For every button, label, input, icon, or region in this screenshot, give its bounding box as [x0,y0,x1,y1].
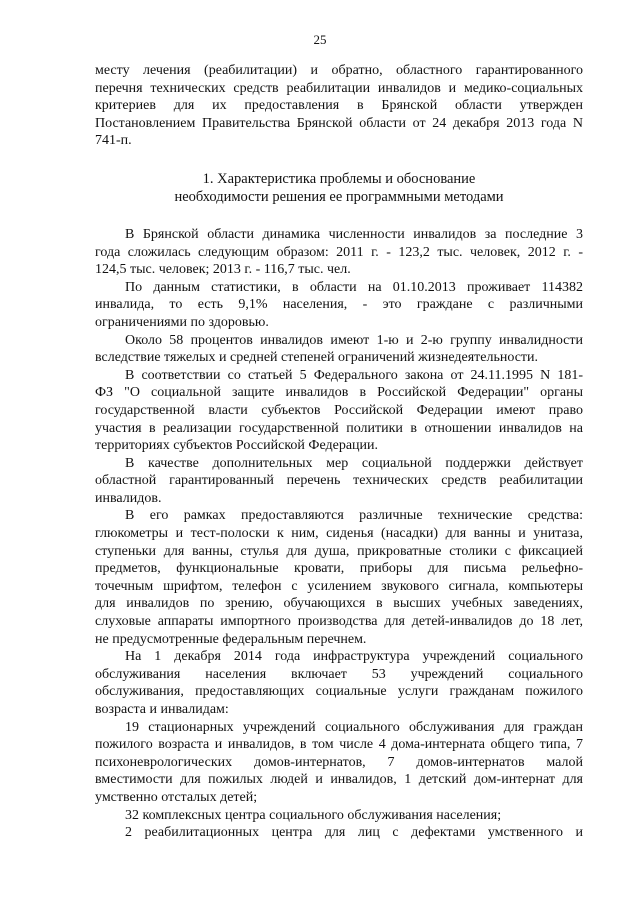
paragraph [95,279,583,332]
text-line: вследствие тяжелых и средней степеней ограничений жизнедеятельности. [95,350,539,366]
text-line: глюкометры и тест-полоски к ним, сиденья (насадки) для ванны и унитаза, [95,526,583,542]
text-line: 2 реабилитационных центра для лиц с дефектами умственного и [125,825,583,841]
text-line: ФЗ "О социальной защите инвалидов в Российской Федерации" органы [95,385,583,401]
text-line: инвалида, то есть 9,1% населения, - это граждане с различными [95,297,583,313]
paragraph [95,226,583,279]
text-line: 32 комплексных центра социального обслуживания населения; [125,807,502,823]
paragraph [95,367,583,455]
text-line: вместимости для пожилых людей и инвалидов, 1 детский дом-интернат для [95,772,583,788]
text-line: критериев для их предоставления в Брянской области утвержден [95,98,583,114]
text-line: В соответствии со статьей 5 Федерального закона от 24.11.1995 N 181- [125,367,583,383]
paragraph [95,507,583,648]
text-line: участия в реализации государственной политики в отношении инвалидов на [95,420,583,436]
paragraph [95,648,583,718]
text-line: В качестве дополнительных мер социальной поддержки действует [125,455,583,471]
text-line: не предусмотренные федеральным перечнем. [95,631,367,647]
text-line: По данным статистики, в области на 01.10.2013 проживает 114382 [125,279,583,295]
paragraph [95,455,583,508]
intro-paragraph [95,62,583,150]
text-line: 124,5 тыс. человек; 2013 г. - 116,7 тыс. чел. [95,262,351,278]
text-line: предметов, функциональные кровати, приборы для письма рельефно- [95,561,583,577]
page-number: 25 [313,32,327,47]
text-line: На 1 декабря 2014 года инфраструктура учреждений социального [125,649,583,665]
paragraph [95,719,583,807]
text-line: психоневрологических домов-интернатов, 7 домов-интернатов малой [95,754,583,770]
text-line: инвалидов. [95,490,162,506]
heading-line: необходимости решения ее программными методами [174,188,504,205]
text-line: слуховые аппараты импортного производства для детей-инвалидов до 18 лет, [95,614,583,630]
paragraph [95,807,583,825]
text-line: государственной власти субъектов Российской Федерации имеют право [95,402,583,418]
text-line: перечня технических средств реабилитации инвалидов и медико-социальных [95,80,583,96]
text-line: года сложилась следующим образом: 2011 г. - 123,2 тыс. человек, 2012 г. - [95,244,583,260]
text-line: месту лечения (реабилитации) и обратно, областного гарантированного [95,63,583,78]
text-line: точечным шрифтом, телефон с усилением звукового сигнала, компьютеры [95,578,583,594]
text-line: умственно отсталых детей; [95,789,258,805]
text-line: В Брянской области динамика численности инвалидов за последние 3 [125,226,583,242]
document-body [95,62,583,842]
text-line: Постановлением Правительства Брянской области от 24 декабря 2013 года N [95,115,583,131]
text-line: территориях субъектов Российской Федерации. [95,438,379,454]
section-heading [95,170,583,206]
text-line: пожилого возраста и инвалидов, в том числе 4 дома-интерната общего типа, 7 [95,737,583,753]
text-line: областной гарантированный перечень технических средств реабилитации [95,473,583,489]
text-line: ограничениями по здоровью. [95,314,269,330]
heading-line: 1. Характеристика проблемы и обоснование [202,170,476,187]
text-line: В его рамках предоставляются различные технические средства: [125,508,583,524]
paragraph [95,332,583,367]
section-paragraphs [95,226,583,842]
paragraph [95,824,583,842]
text-line: возраста и инвалидам: [95,702,229,717]
text-line: ступеньки для ванны, стулья для душа, прикроватные столики с фиксацией [95,543,583,559]
text-line: обслуживания населения включает 53 учреждений социального [95,666,583,682]
text-line: 741-п. [95,133,132,149]
text-line: 19 стационарных учреждений социального обслуживания для граждан [125,719,583,735]
text-line: для инвалидов по зрению, обучающихся в высших учебных заведениях, [95,596,583,612]
text-line: Около 58 процентов инвалидов имеют 1-ю и 2-ю группу инвалидности [125,332,583,348]
text-line: обслуживания, предоставляющих социальные услуги гражданам пожилого [95,684,583,700]
